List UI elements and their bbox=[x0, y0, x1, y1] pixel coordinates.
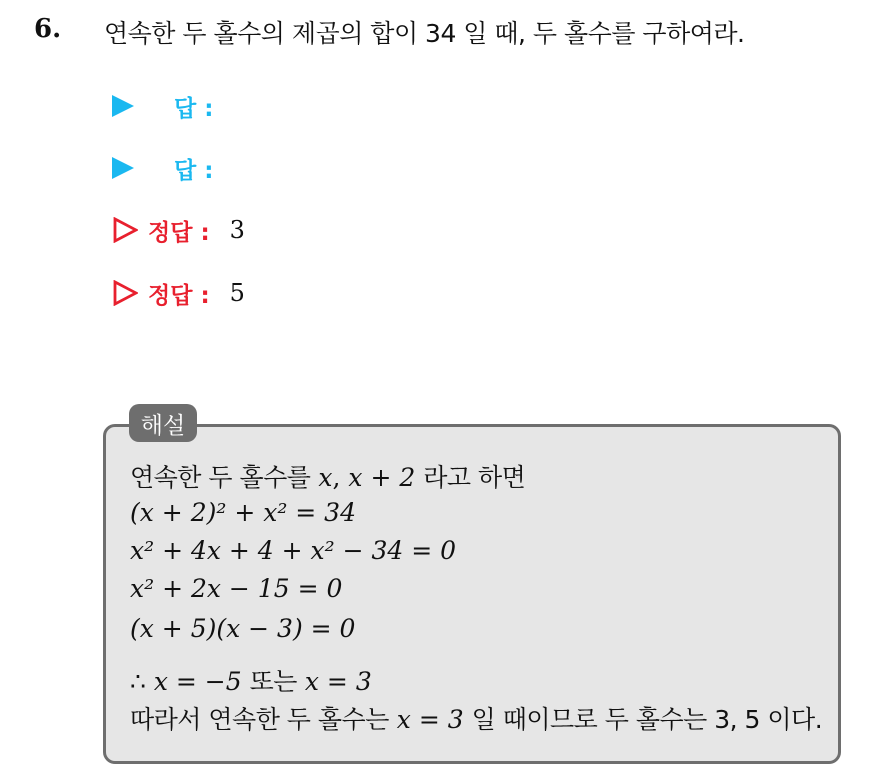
solution-equation-1: (x + 2)² + x² = 34 bbox=[130, 498, 356, 527]
solution-var: x + 2 bbox=[348, 463, 416, 492]
correct-answer-value: 3 bbox=[229, 216, 245, 244]
conclusion-text: 일 때이므로 두 홀수는 3, 5 이다. bbox=[471, 705, 823, 734]
correct-answer-label: 정답 : bbox=[148, 282, 210, 309]
solution-or: 또는 bbox=[249, 667, 297, 696]
solution-equation-3: x² + 2x − 15 = 0 bbox=[130, 574, 343, 603]
solution-intro bbox=[130, 458, 525, 494]
answer-label: 답 : bbox=[174, 95, 214, 122]
solution-intro-text: 연속한 두 홀수를 bbox=[130, 463, 311, 492]
solution-intro-text: 라고 하면 bbox=[423, 463, 526, 492]
answer-row-2 bbox=[112, 151, 213, 185]
correct-answer-value: 5 bbox=[229, 279, 245, 307]
therefore-symbol: ∴ bbox=[130, 667, 146, 696]
outline-triangle-icon bbox=[112, 280, 138, 306]
answer-row-1 bbox=[112, 89, 213, 123]
solution-equation-2: x² + 4x + 4 + x² − 34 = 0 bbox=[130, 536, 457, 565]
outline-triangle-icon bbox=[112, 217, 138, 243]
solution-conclusion bbox=[130, 700, 822, 736]
play-triangle-icon bbox=[112, 157, 134, 179]
solution-therefore bbox=[130, 662, 372, 698]
question-text: 연속한 두 홀수의 제곱의 합이 34 일 때, 두 홀수를 구하여라. bbox=[104, 19, 745, 48]
conclusion-equation: x = 3 bbox=[396, 705, 464, 734]
solution-sep: , bbox=[332, 463, 341, 492]
solution-root: x = −5 bbox=[153, 667, 242, 696]
solution-root: x = 3 bbox=[304, 667, 372, 696]
correct-answer-label: 정답 : bbox=[148, 219, 210, 246]
solution-equation-4: (x + 5)(x − 3) = 0 bbox=[130, 614, 356, 643]
conclusion-text: 따라서 연속한 두 홀수는 bbox=[130, 705, 389, 734]
correct-answer-row-1 bbox=[112, 213, 245, 247]
solution-var: x bbox=[318, 463, 333, 492]
correct-answer-row-2 bbox=[112, 276, 245, 310]
question-number: 6. bbox=[34, 14, 62, 44]
answer-label: 답 : bbox=[174, 157, 214, 184]
solution-tab: 해설 bbox=[129, 404, 197, 442]
play-triangle-icon bbox=[112, 95, 134, 117]
